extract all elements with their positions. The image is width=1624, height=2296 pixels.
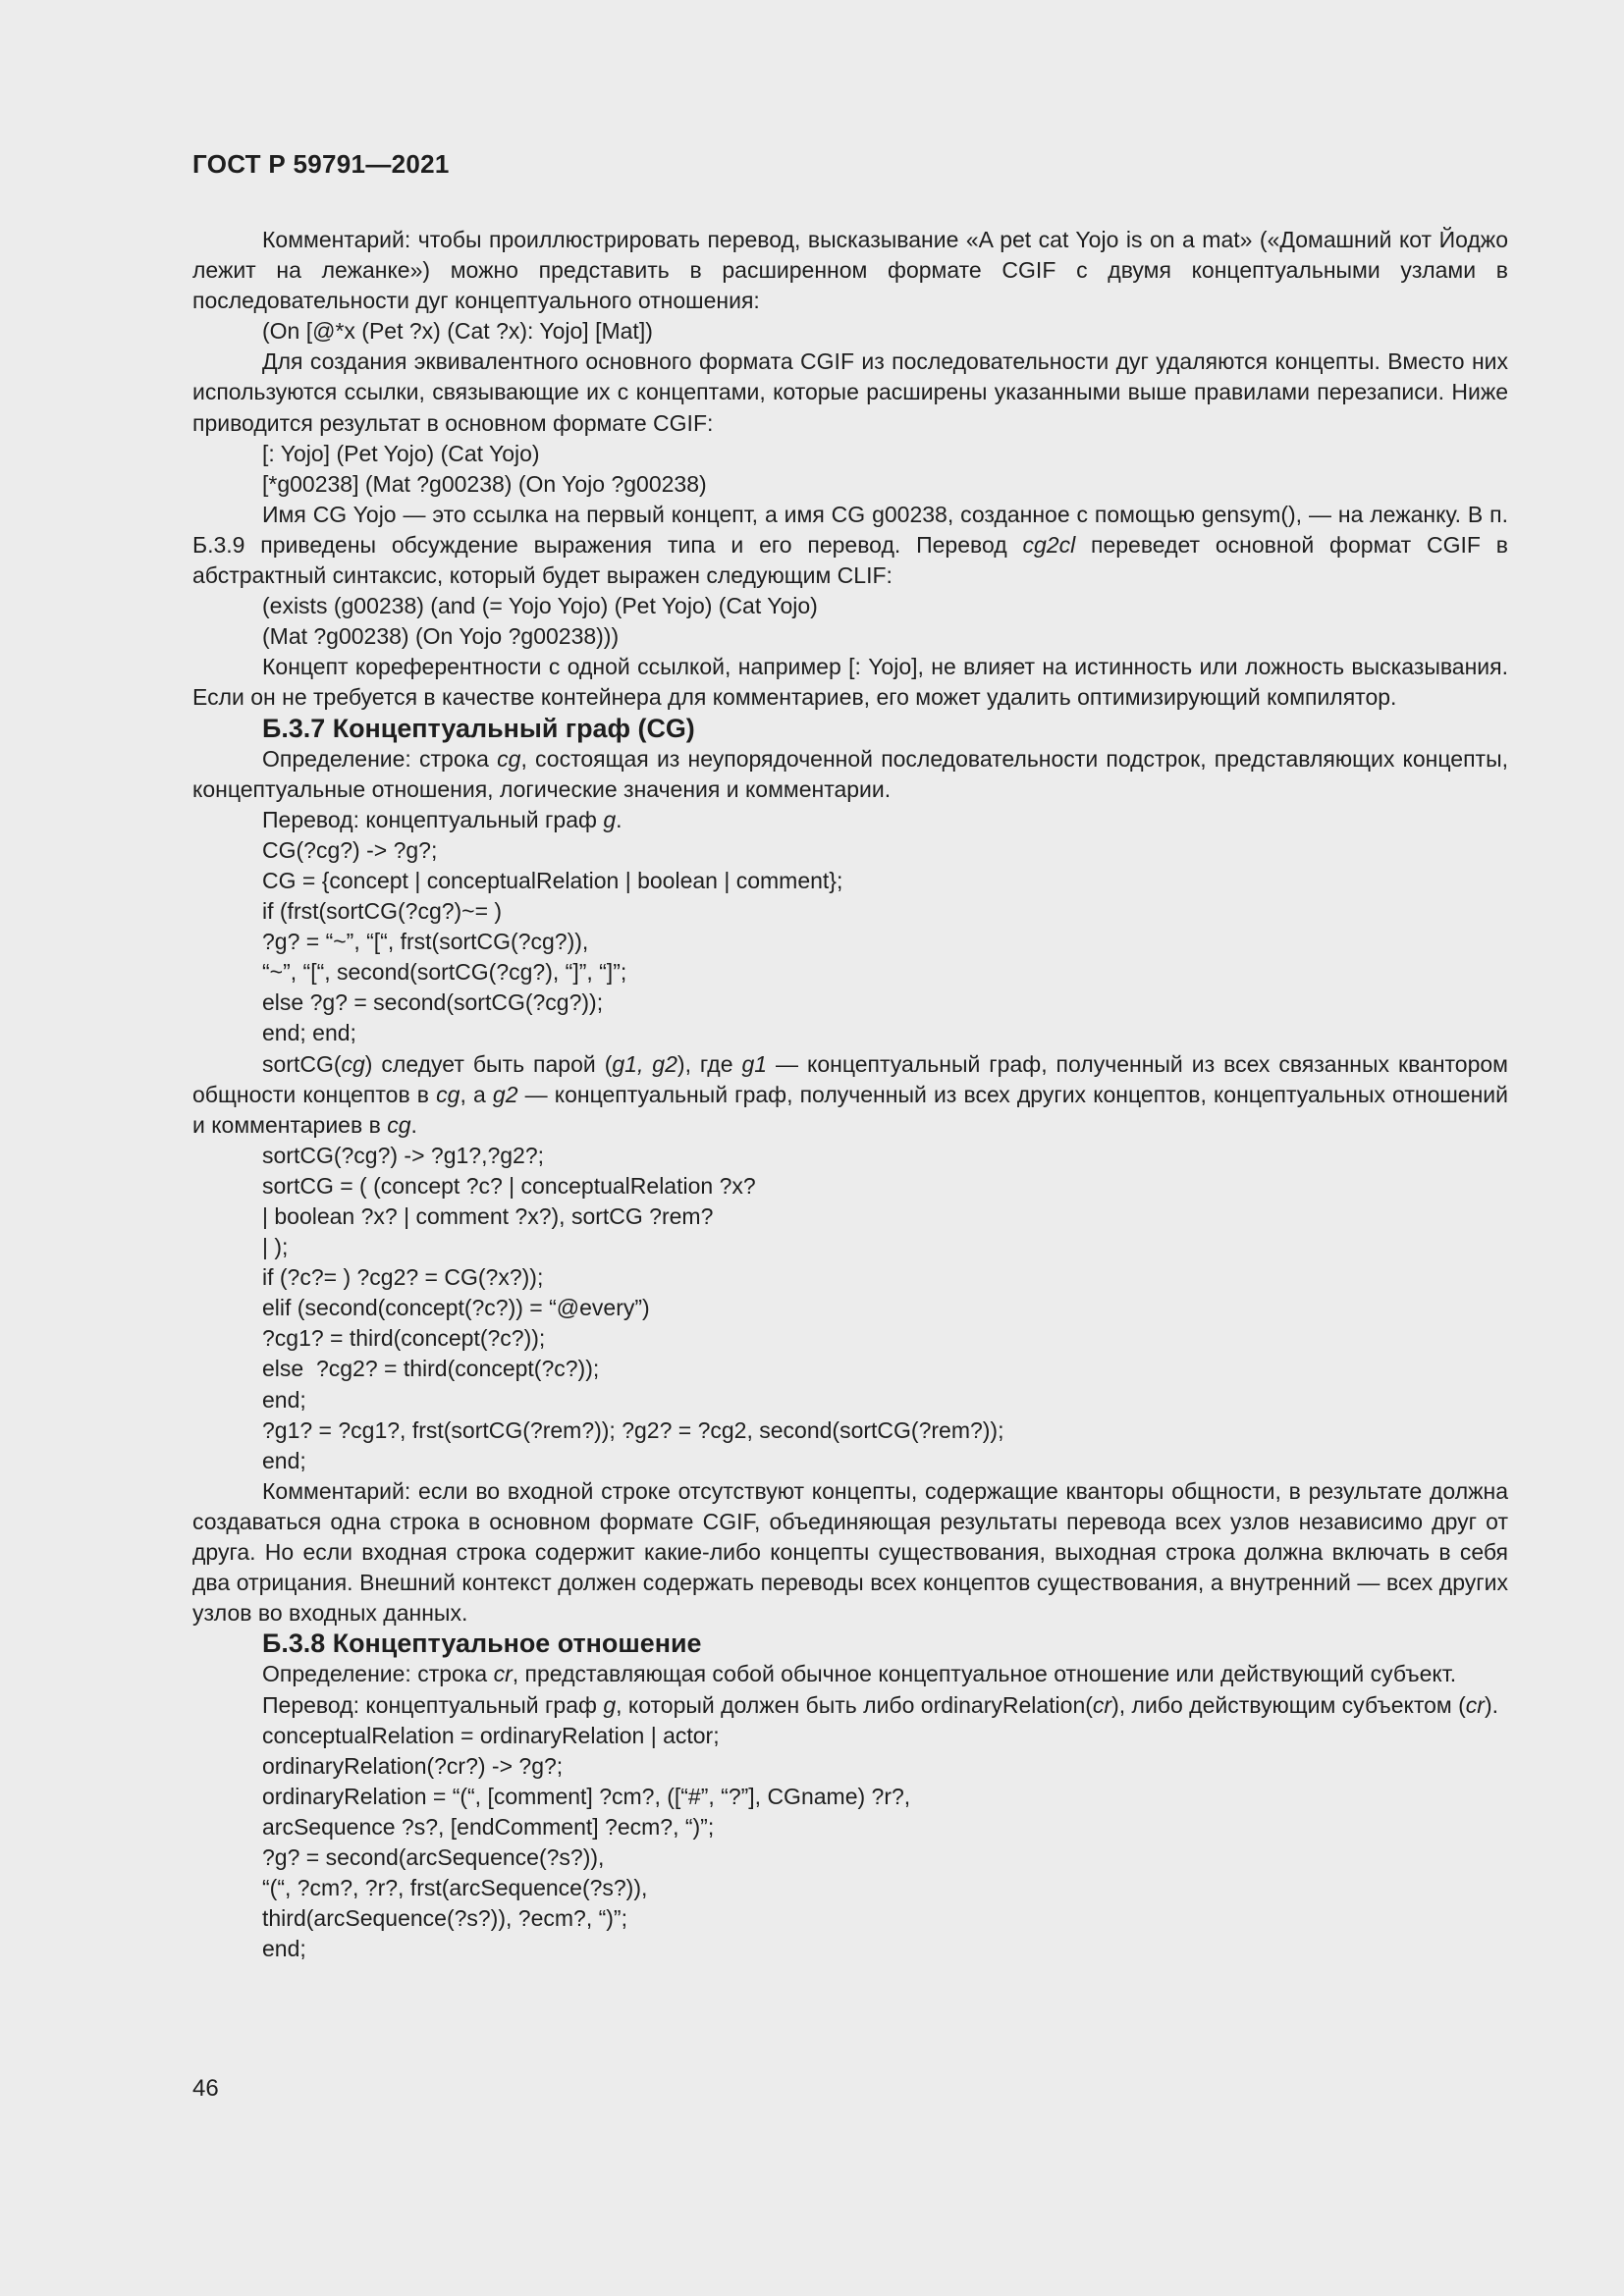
document-header: ГОСТ Р 59791—2021 bbox=[192, 149, 450, 179]
paragraph: Определение: строка cr, представляющая собой обычное концептуальное отношение или действующий субъект. bbox=[262, 1661, 1457, 1687]
paragraph: Комментарий: если во входной строке отсутствуют концепты, содержащие кванторы общности, в результате должна создаваться одна строка в основном формате CGIF, объединяющая результаты перевода всех узлов независимо друг от друга. Но если входная строка содержит какие-либо концепты существования, выходная строка должна включать в себя два отрицания. Внешний контекст должен содержать переводы всех концептов существования, а внутренний — всех других узлов во входных данных. bbox=[192, 1477, 1508, 1627]
code-line: CG(?cg?) -> ?g?; bbox=[262, 836, 438, 863]
paragraph: Концепт кореферентности с одной ссылкой, например [: Yojo], не влияет на истинность или ложность высказывания. Если он не требуется в качестве контейнера для комментариев, его может удалить оптимизирующий компилятор. bbox=[192, 654, 1508, 711]
code-line: ?cg1? = third(concept(?c?)); bbox=[262, 1325, 546, 1352]
code-line: ?g? = “~”, “[“, frst(sortCG(?cg?)), bbox=[262, 929, 589, 955]
code-line: ?g? = second(arcSequence(?s?)), bbox=[262, 1843, 605, 1870]
page-number: 46 bbox=[192, 2075, 219, 2102]
code-line: “(“, ?cm?, ?r?, frst(arcSequence(?s?)), bbox=[262, 1875, 648, 1901]
code-line: “~”, “[“, second(sortCG(?cg?), “]”, “]”; bbox=[262, 959, 627, 986]
paragraph: Перевод: концептуальный граф g, который должен быть либо ordinaryRelation(cr), либо действующим субъектом (cr). bbox=[262, 1691, 1499, 1718]
paragraph: Комментарий: чтобы проиллюстрировать перевод, высказывание «A pet cat Yojo is on a mat» («Домашний кот Йоджо лежит на лежанке») можно представить в расширенном формате CGIF с двумя концептуальными узлами в последовательности дуг концептуального отношения: bbox=[192, 227, 1508, 314]
code-line: ordinaryRelation(?cr?) -> ?g?; bbox=[262, 1752, 564, 1779]
code-line: else ?cg2? = third(concept(?c?)); bbox=[262, 1356, 600, 1382]
code-line: [*g00238] (Mat ?g00238) (On Yojo ?g00238) bbox=[262, 470, 707, 497]
code-line: elif (second(concept(?c?)) = “@every”) bbox=[262, 1295, 650, 1321]
section-heading: Б.3.8 Концептуальное отношение bbox=[262, 1629, 702, 1659]
code-line: (On [@*x (Pet ?x) (Cat ?x): Yojo] [Mat]) bbox=[262, 318, 653, 345]
code-line: if (frst(sortCG(?cg?)~= ) bbox=[262, 898, 503, 925]
code-line: end; bbox=[262, 1936, 306, 1962]
code-line: end; end; bbox=[262, 1020, 356, 1046]
code-line: sortCG = ( (concept ?c? | conceptualRelation ?x? bbox=[262, 1172, 756, 1199]
code-line: [: Yojo] (Pet Yojo) (Cat Yojo) bbox=[262, 440, 540, 466]
code-line: CG = {concept | conceptualRelation | boolean | comment}; bbox=[262, 867, 843, 893]
code-line: Перевод: концептуальный граф g. bbox=[262, 806, 623, 832]
code-line: (Mat ?g00238) (On Yojo ?g00238))) bbox=[262, 623, 620, 650]
code-line: conceptualRelation = ordinaryRelation | actor; bbox=[262, 1722, 720, 1748]
code-line: | boolean ?x? | comment ?x?), sortCG ?rem? bbox=[262, 1203, 714, 1229]
code-line: | ); bbox=[262, 1234, 289, 1260]
code-line: else ?g? = second(sortCG(?cg?)); bbox=[262, 989, 604, 1016]
code-line: arcSequence ?s?, [endComment] ?ecm?, “)”; bbox=[262, 1813, 715, 1840]
section-heading: Б.3.7 Концептуальный граф (CG) bbox=[262, 713, 695, 743]
code-line: if (?c?= ) ?cg2? = CG(?x?)); bbox=[262, 1264, 544, 1291]
document-body bbox=[192, 225, 1508, 1964]
code-line: end; bbox=[262, 1447, 306, 1473]
code-line: end; bbox=[262, 1386, 306, 1413]
code-line: ?g1? = ?cg1?, frst(sortCG(?rem?)); ?g2? = ?cg2, second(sortCG(?rem?)); bbox=[262, 1416, 1004, 1443]
code-line: ordinaryRelation = “(“, [comment] ?cm?, ([“#”, “?”], CGname) ?r?, bbox=[262, 1783, 911, 1809]
paragraph: sortCG(cg) следует быть парой (g1, g2), где g1 — концептуальный граф, полученный из всех связанных квантором общности концептов в cg, а g2 — концептуальный граф, полученный из всех других концептов, концептуальных отношений и комментариев в cg. bbox=[192, 1050, 1508, 1138]
code-line: (exists (g00238) (and (= Yojo Yojo) (Pet Yojo) (Cat Yojo) bbox=[262, 593, 818, 619]
code-line: sortCG(?cg?) -> ?g1?,?g2?; bbox=[262, 1142, 545, 1168]
paragraph: Для создания эквивалентного основного формата CGIF из последовательности дуг удаляются концепты. Вместо них используются ссылки, связывающие их с концептами, которые расширены указанными выше правилами перезаписи. Ниже приводится результат в основном формате CGIF: bbox=[192, 348, 1508, 436]
paragraph: Имя CG Yojo — это ссылка на первый концепт, а имя CG g00238, созданное с помощью gensym(), — на лежанку. В п. Б.3.9 приведены обсуждение выражения типа и его перевод. Перевод cg2cl переведет основной формат CGIF в абстрактный синтаксис, который будет выражен следующим CLIF: bbox=[192, 501, 1509, 589]
code-line: third(arcSequence(?s?)), ?ecm?, “)”; bbox=[262, 1905, 627, 1932]
paragraph: Определение: строка cg, состоящая из неупорядоченной последовательности подстрок, представляющих концепты, концептуальные отношения, логические значения и комментарии. bbox=[192, 745, 1508, 802]
